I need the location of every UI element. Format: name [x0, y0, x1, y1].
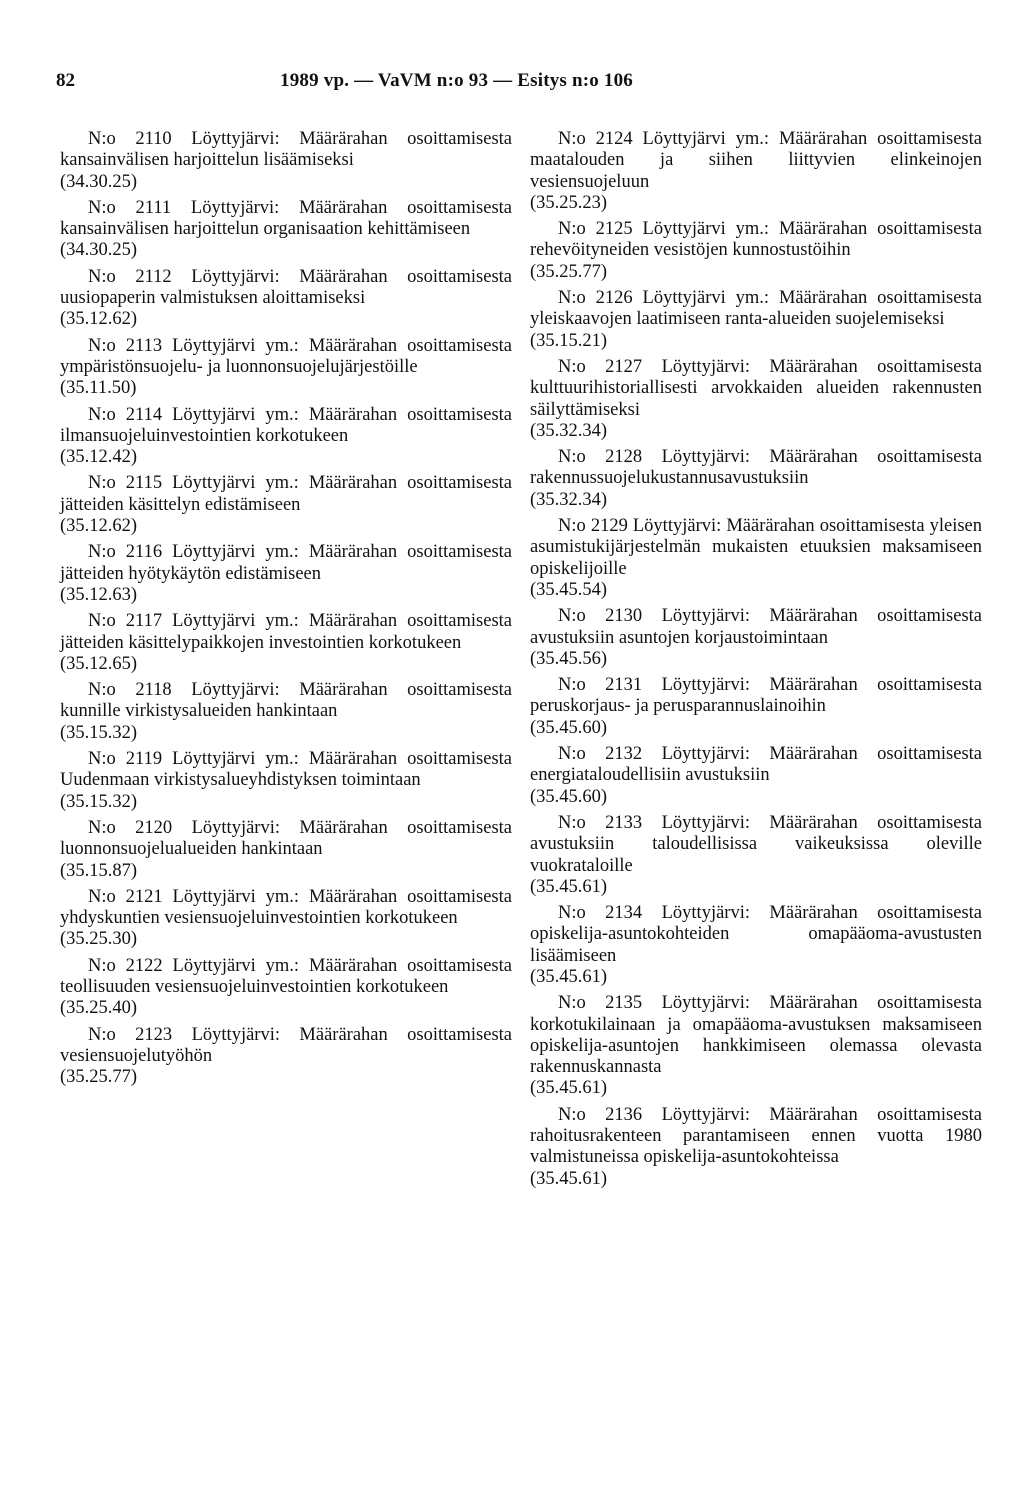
entry-text: N:o 2123 Löyttyjärvi: Määrärahan osoittamisesta vesiensuojelutyöhön	[60, 1024, 512, 1066]
budget-code: (35.15.32)	[60, 722, 138, 743]
budget-code: (35.12.62)	[60, 309, 138, 330]
entry-text: N:o 2127 Löyttyjärvi: Määrärahan osoittamisesta kulttuurihistoriallisesti arvokkaiden alueiden rakennusten säilyttämiseksi	[530, 356, 982, 420]
entry-text: N:o 2125 Löyttyjärvi ym.: Määrärahan osoittamisesta rehevöityneiden vesistöjen kunnostustöihin	[530, 219, 982, 261]
running-header: 1989 vp. — VaVM n:o 93 — Esitys n:o 106	[280, 70, 634, 91]
budget-code: (35.12.65)	[60, 653, 138, 674]
entry-2131	[530, 675, 982, 739]
entry-2123	[60, 1025, 512, 1089]
entry-text: N:o 2135 Löyttyjärvi: Määrärahan osoittamisesta korkotukilainaan ja omapääoma-avustuksen maksamiseen opiskelija-asuntojen hankkimiseen olemassa olevasta rakennuskannasta	[530, 993, 982, 1078]
right-column	[530, 129, 982, 1195]
budget-code: (35.45.60)	[530, 786, 608, 807]
entry-text: N:o 2116 Löyttyjärvi ym.: Määrärahan osoittamisesta jätteiden hyötykäytön edistämiseen	[60, 542, 512, 584]
budget-code: (35.25.23)	[530, 192, 608, 213]
entry-2121	[60, 887, 512, 951]
entry-2130	[530, 606, 982, 670]
entry-2112	[60, 267, 512, 331]
budget-code: (35.45.54)	[530, 579, 608, 600]
budget-code: (35.32.34)	[530, 489, 608, 510]
entry-2111	[60, 198, 512, 262]
budget-code: (35.45.61)	[530, 1078, 608, 1099]
entry-text: N:o 2111 Löyttyjärvi: Määrärahan osoittamisesta kansainvälisen harjoittelun organisaation kehittämiseen	[60, 197, 512, 240]
entry-2133	[530, 813, 982, 898]
budget-code: (34.30.25)	[60, 171, 138, 192]
budget-code: (35.15.87)	[60, 860, 138, 881]
entry-text: N:o 2110 Löyttyjärvi: Määrärahan osoittamisesta kansainvälisen harjoittelun lisäämiseksi	[60, 129, 512, 171]
entry-2110	[60, 129, 512, 193]
entry-2113	[60, 336, 512, 400]
entry-2122	[60, 956, 512, 1020]
left-column	[60, 129, 512, 1093]
budget-code: (35.15.32)	[60, 791, 138, 812]
entry-text: N:o 2133 Löyttyjärvi: Määrärahan osoittamisesta avustuksiin taloudellisissa vaikeuksissa oleville vuokrataloille	[530, 812, 982, 876]
entry-2135	[530, 993, 982, 1099]
entry-text: N:o 2134 Löyttyjärvi: Määrärahan osoittamisesta opiskelija-asuntokohteiden omapääoma-avustusten lisäämiseen	[530, 903, 982, 966]
budget-code: (35.45.61)	[530, 966, 608, 987]
entry-text: N:o 2124 Löyttyjärvi ym.: Määrärahan osoittamisesta maatalouden ja siihen liittyvien elinkeinojen vesiensuojeluun	[530, 129, 982, 192]
entry-text: N:o 2129 Löyttyjärvi: Määrärahan osoittamisesta yleisen asumistukijärjestelmän mukaisten etuuksien maksamiseen opiskelijoille	[530, 516, 982, 579]
entry-text: N:o 2119 Löyttyjärvi ym.: Määrärahan osoittamisesta Uudenmaan virkistysalueyhdistyksen toimintaan	[60, 749, 512, 791]
entry-2128	[530, 447, 982, 511]
budget-code: (35.45.56)	[530, 648, 608, 669]
budget-code: (35.25.77)	[60, 1067, 138, 1088]
budget-code: (35.15.21)	[530, 330, 608, 351]
entry-text: N:o 2130 Löyttyjärvi: Määrärahan osoittamisesta avustuksiin asuntojen korjaustoimintaan	[530, 606, 982, 648]
entry-text: N:o 2117 Löyttyjärvi ym.: Määrärahan osoittamisesta jätteiden käsittelypaikkojen investointien korkotukeen	[60, 611, 512, 653]
entry-2120	[60, 818, 512, 882]
budget-code: (35.25.77)	[530, 261, 608, 282]
page-number: 82	[56, 70, 75, 91]
entry-2129	[530, 516, 982, 601]
entry-2119	[60, 749, 512, 813]
entry-2124	[530, 129, 982, 214]
budget-code: (35.12.62)	[60, 516, 138, 537]
entry-2118	[60, 680, 512, 744]
budget-code: (35.12.63)	[60, 584, 138, 605]
entry-2125	[530, 219, 982, 283]
budget-code: (35.45.61)	[530, 1168, 608, 1189]
budget-code: (35.11.50)	[60, 378, 137, 399]
budget-code: (35.12.42)	[60, 447, 138, 468]
entry-text: N:o 2112 Löyttyjärvi: Määrärahan osoittamisesta uusiopaperin valmistuksen aloittamiseksi	[60, 266, 512, 309]
entry-text: N:o 2136 Löyttyjärvi: Määrärahan osoittamisesta rahoitusrakenteen parantamiseen ennen vuotta 1980 valmistuneissa opiskelija-asuntokohteissa	[530, 1104, 982, 1168]
entry-text: N:o 2114 Löyttyjärvi ym.: Määrärahan osoittamisesta ilmansuojeluinvestointien korkotukeen	[60, 404, 512, 446]
entry-text: N:o 2113 Löyttyjärvi ym.: Määrärahan osoittamisesta ympäristönsuojelu- ja luonnonsuojelujärjestöille	[60, 335, 512, 377]
entry-text: N:o 2121 Löyttyjärvi ym.: Määrärahan osoittamisesta yhdyskuntien vesiensuojeluinvestointien korkotukeen	[60, 886, 512, 929]
budget-code: (35.32.34)	[530, 420, 608, 441]
budget-code: (35.45.61)	[530, 876, 608, 897]
budget-code: (35.45.60)	[530, 717, 608, 738]
entry-2126	[530, 288, 982, 352]
entry-text: N:o 2115 Löyttyjärvi ym.: Määrärahan osoittamisesta jätteiden käsittelyn edistämiseen	[60, 473, 512, 515]
entry-text: N:o 2126 Löyttyjärvi ym.: Määrärahan osoittamisesta yleiskaavojen laatimiseen ranta-alueiden suojelemiseksi	[530, 288, 982, 330]
entry-2114	[60, 405, 512, 469]
entry-text: N:o 2131 Löyttyjärvi: Määrärahan osoittamisesta peruskorjaus- ja perusparannuslainoihin	[530, 675, 982, 717]
entry-2134	[530, 903, 982, 988]
entry-2115	[60, 473, 512, 537]
budget-code: (35.25.40)	[60, 998, 138, 1019]
entry-text: N:o 2132 Löyttyjärvi: Määrärahan osoittamisesta energiataloudellisiin avustuksiin	[530, 744, 982, 786]
entry-2127	[530, 357, 982, 442]
entry-2116	[60, 542, 512, 606]
entry-text: N:o 2128 Löyttyjärvi: Määrärahan osoittamisesta rakennussuojelukustannusavustuksiin	[530, 447, 982, 489]
entry-2117	[60, 611, 512, 675]
entry-2132	[530, 744, 982, 808]
entry-text: N:o 2118 Löyttyjärvi: Määrärahan osoittamisesta kunnille virkistysalueiden hankintaan	[60, 680, 512, 722]
entry-2136	[530, 1105, 982, 1190]
entry-text: N:o 2120 Löyttyjärvi: Määrärahan osoittamisesta luonnonsuojelualueiden hankintaan	[60, 817, 512, 860]
entry-text: N:o 2122 Löyttyjärvi ym.: Määrärahan osoittamisesta teollisuuden vesiensuojeluinvestointien korkotukeen	[60, 955, 512, 997]
budget-code: (34.30.25)	[60, 240, 138, 261]
budget-code: (35.25.30)	[60, 929, 138, 950]
